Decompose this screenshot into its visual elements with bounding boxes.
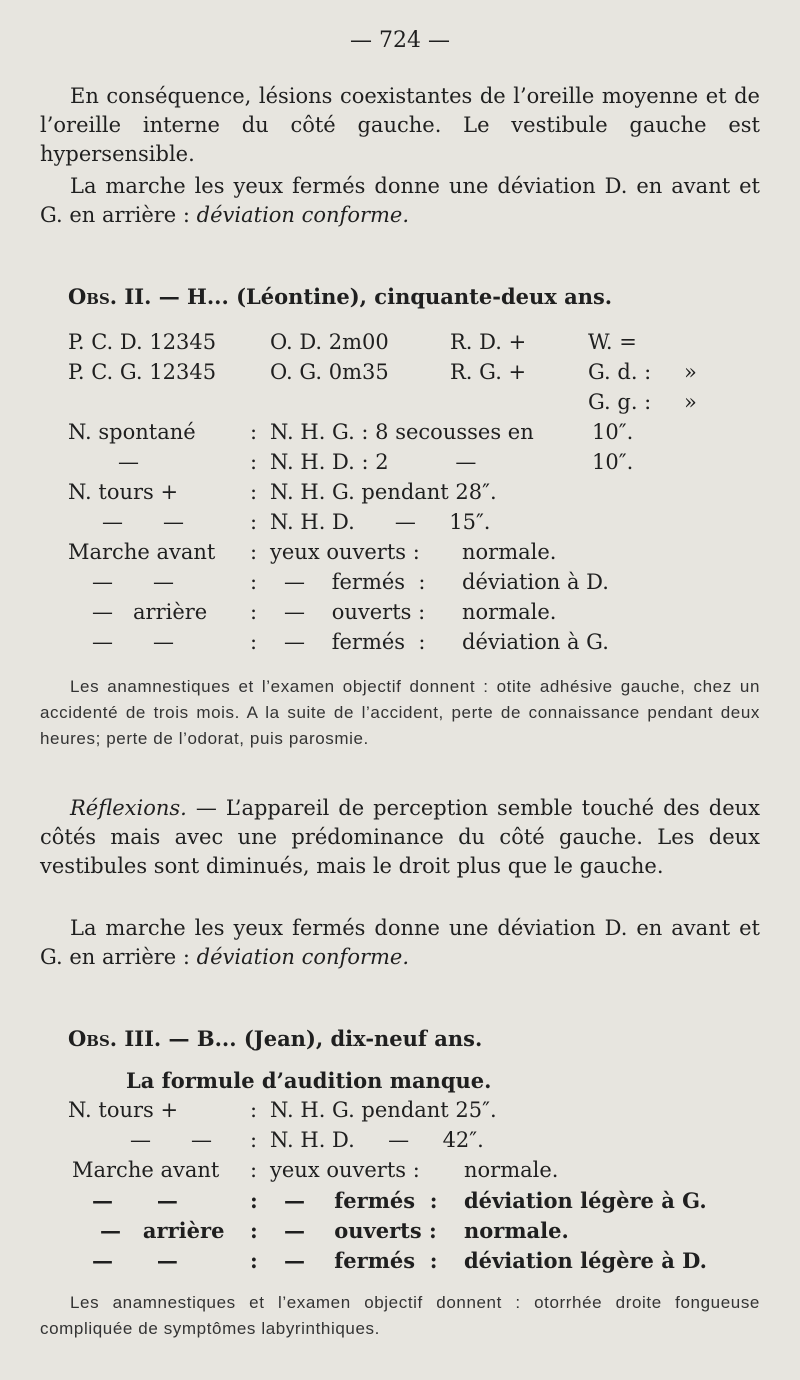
cell: déviation légère à G.	[464, 1188, 707, 1213]
obs2-n-row-2	[0, 450, 800, 480]
obs2-hearing-row-3	[0, 390, 800, 420]
cell: N. H. G. : 8 secousses en	[270, 420, 534, 444]
cell: — —	[92, 1188, 178, 1213]
obs2-n-row-4	[0, 510, 800, 540]
cell: :	[250, 510, 258, 534]
intro-paragraph-2-emphasis: déviation conforme.	[196, 203, 410, 227]
cell: G. g. :	[588, 390, 652, 414]
obs2-n-row-3	[0, 480, 800, 510]
cell: :	[250, 630, 258, 654]
obs2-paragraph-text: La marche les yeux fermés donne une déviation D. en avant et G. en arrière :	[40, 916, 760, 969]
cell: — arrière	[92, 600, 208, 624]
cell: »	[684, 390, 697, 414]
cell: O. G. 0m35	[270, 360, 389, 384]
cell: — fermés :	[284, 1248, 438, 1273]
cell: »	[684, 360, 697, 384]
obs3-marche-row-1	[0, 1158, 800, 1188]
cell: R. G. +	[450, 360, 527, 384]
cell: :	[250, 600, 258, 624]
cell: G. d. :	[588, 360, 652, 384]
obs2-hearing-row-1	[0, 330, 800, 360]
obs2-reflexions	[40, 794, 760, 881]
obs2-hearing-row-2	[0, 360, 800, 390]
obs2-title: — H... (Léontine), cinquante-deux ans.	[158, 284, 613, 309]
cell: :	[250, 1218, 258, 1243]
cell: — arrière	[100, 1218, 225, 1243]
obs2-note: Les anamnestiques et l’examen objectif donnent : otite adhésive gauche, chez un accidenté de trois mois. A la suite de l’accident, perte de connaissance pendant deux heures; perte de l’odorat, puis parosmie.	[40, 677, 760, 748]
cell: — fermés :	[284, 630, 426, 654]
cell: O. D. 2m00	[270, 330, 389, 354]
cell: yeux ouverts :	[270, 540, 420, 564]
cell: :	[250, 570, 258, 594]
cell: N. H. D. — 42″.	[270, 1128, 484, 1152]
cell: :	[250, 420, 258, 444]
cell: — —	[102, 510, 185, 534]
cell: :	[250, 1158, 258, 1182]
cell: :	[250, 480, 258, 504]
cell: — —	[92, 630, 175, 654]
obs2-marche-row-3	[0, 600, 800, 630]
cell: 10″.	[592, 450, 634, 474]
cell: normale.	[464, 1158, 559, 1182]
cell: N. tours +	[68, 480, 179, 504]
obs3-formule	[0, 1068, 800, 1098]
obs3-label: Obs. III.	[68, 1026, 162, 1051]
cell: N. spontané	[68, 420, 196, 444]
cell: — ouverts :	[284, 1218, 437, 1243]
page-number: — 724 —	[350, 28, 450, 53]
cell: :	[250, 1128, 258, 1152]
cell: :	[250, 1098, 258, 1122]
cell: déviation à G.	[462, 630, 609, 654]
cell: N. H. G. pendant 25″.	[270, 1098, 497, 1122]
cell: — fermés :	[284, 570, 426, 594]
obs3-title: — B... (Jean), dix-neuf ans.	[168, 1026, 483, 1051]
obs3-marche-row-3	[0, 1218, 800, 1248]
cell: déviation à D.	[462, 570, 609, 594]
cell: déviation légère à D.	[464, 1248, 707, 1273]
cell: normale.	[462, 600, 557, 624]
cell: P. C. G. 12345	[68, 360, 217, 384]
cell: Marche avant	[68, 540, 216, 564]
cell: — —	[92, 1248, 178, 1273]
cell: — ouverts :	[284, 600, 426, 624]
obs2-heading	[68, 284, 612, 309]
cell: — —	[130, 1128, 213, 1152]
cell: N. H. G. pendant 28″.	[270, 480, 497, 504]
cell: :	[250, 1248, 258, 1273]
cell: —	[118, 450, 139, 474]
cell: normale.	[464, 1218, 569, 1243]
cell: N. H. D. — 15″.	[270, 510, 491, 534]
cell: N. tours +	[68, 1098, 179, 1122]
obs2-marche-row-4	[0, 630, 800, 660]
intro-paragraph-2	[40, 172, 760, 230]
cell: — fermés :	[284, 1188, 438, 1213]
cell: 10″.	[592, 420, 634, 444]
obs3-n-row-1	[0, 1098, 800, 1128]
obs3-marche-row-4	[0, 1248, 800, 1278]
intro-paragraph-1: En conséquence, lésions coexistantes de l’oreille moyenne et de l’oreille interne du côté gauche. Le vestibule gauche est hypersensible.	[40, 84, 760, 166]
obs3-marche-row-2	[0, 1188, 800, 1218]
obs2-marche-row-2	[0, 570, 800, 600]
cell: La formule d’audition manque.	[126, 1068, 492, 1093]
obs2-paragraph	[40, 914, 760, 972]
cell: Marche avant	[72, 1158, 220, 1182]
obs3-heading	[68, 1026, 482, 1051]
cell: P. C. D. 12345	[68, 330, 217, 354]
cell: normale.	[462, 540, 557, 564]
cell: W. =	[588, 330, 637, 354]
intro-paragraph-2-text: La marche les yeux fermés donne une déviation D. en avant et G. en arrière :	[40, 174, 760, 227]
obs3-n-row-2	[0, 1128, 800, 1158]
cell: :	[250, 1188, 258, 1213]
cell: N. H. D. : 2 —	[270, 450, 477, 474]
cell: :	[250, 450, 258, 474]
obs2-label: Obs. II.	[68, 284, 152, 309]
cell: yeux ouverts :	[270, 1158, 420, 1182]
obs2-reflexions-emphasis: Réflexions.	[70, 796, 187, 820]
obs2-paragraph-emphasis: déviation conforme.	[196, 945, 410, 969]
obs2-reflexions-text: — L’appareil de perception semble touché des deux côtés mais avec une prédominance du côté gauche. Les deux vestibules sont diminués, mais le droit plus que le gauche.	[40, 796, 760, 878]
cell: R. D. +	[450, 330, 527, 354]
cell: — —	[92, 570, 175, 594]
cell: :	[250, 540, 258, 564]
obs3-note: Les anamnestiques et l’examen objectif donnent : otorrhée droite fongueuse compliquée de symptômes labyrinthiques.	[40, 1293, 760, 1338]
obs2-n-row-1	[0, 420, 800, 450]
obs2-marche-row-1	[0, 540, 800, 570]
